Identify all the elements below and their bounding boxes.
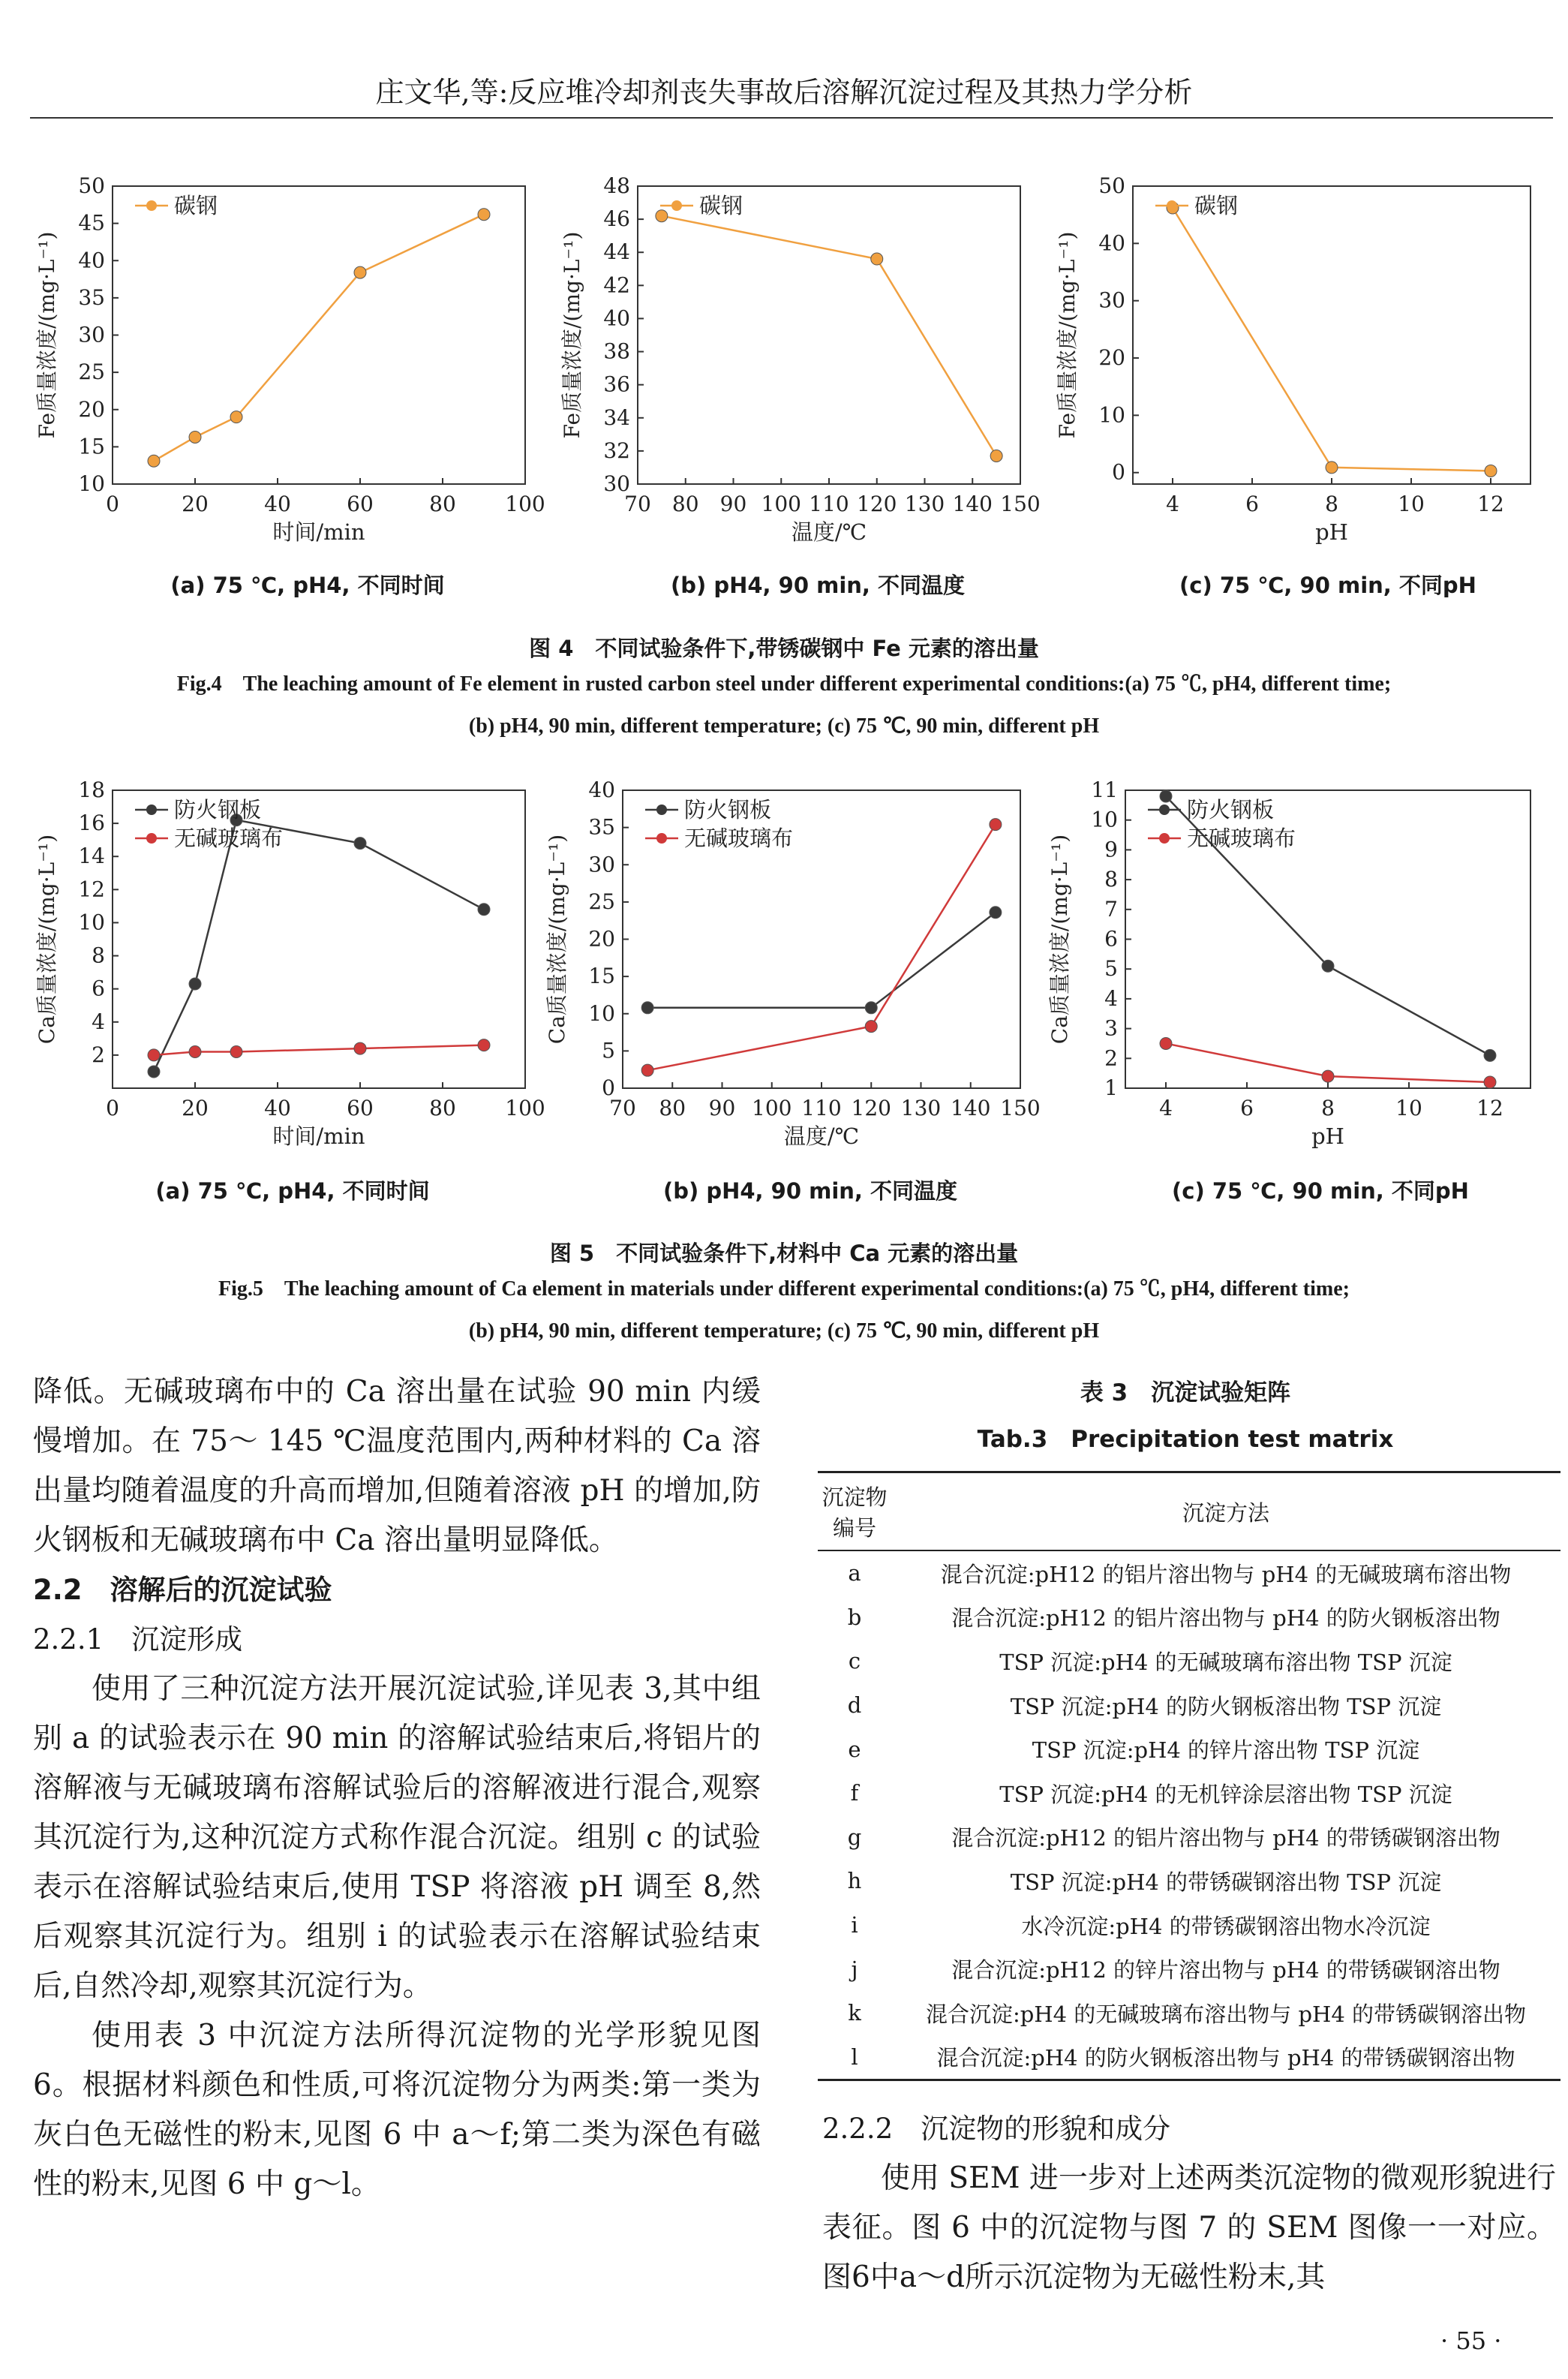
table-cell-method: 混合沉淀:pH12 的铝片溶出物与 pH4 的无碱玻璃布溶出物	[940, 1561, 1512, 1587]
legend-label: 碳钢	[174, 193, 218, 218]
data-point	[1485, 465, 1497, 477]
y-tick-label: 25	[78, 359, 105, 385]
y-tick-label: 9	[1104, 837, 1118, 862]
table-header-row	[818, 1472, 1560, 1551]
data-point	[990, 819, 1002, 831]
fig5-chart-b	[540, 769, 1041, 1174]
table-row	[818, 1903, 1560, 1947]
y-axis-label: Ca质量浓度/(mg·L⁻¹)	[1047, 834, 1072, 1045]
data-point	[641, 1002, 653, 1014]
table3-title-zh: 表 3 沉淀试验矩阵	[1080, 1379, 1291, 1406]
table-row	[818, 1683, 1560, 1728]
y-tick-label: 44	[603, 239, 630, 265]
legend-label: 防火钢板	[684, 797, 772, 823]
y-tick-label: 40	[588, 777, 615, 802]
y-tick-label: 42	[603, 272, 630, 298]
legend-label: 防火钢板	[1187, 797, 1275, 823]
x-axis-label: 温度/℃	[783, 1123, 860, 1149]
x-tick-label: 140	[951, 1096, 991, 1120]
x-tick-label: 6	[1245, 492, 1259, 516]
x-tick-label: 10	[1395, 1096, 1422, 1120]
data-point	[189, 978, 201, 990]
x-tick-label: 80	[429, 492, 456, 516]
data-point	[1322, 1070, 1334, 1082]
table-row	[818, 1859, 1560, 1903]
fig5-subcaption-c: (c) 75 ℃, 90 min, 不同pH	[1172, 1178, 1469, 1204]
y-tick-label: 40	[603, 305, 630, 331]
x-tick-label: 4	[1166, 492, 1179, 516]
legend-label: 防火钢板	[174, 797, 262, 823]
y-tick-label: 15	[588, 964, 615, 989]
fig4-subcaption-a: (a) 75 ℃, pH4, 不同时间	[170, 573, 445, 598]
y-tick-label: 16	[78, 811, 105, 836]
fig4-caption-en-line2: (b) pH4, 90 min, different temperature; (c) 75 ℃, 90 min, different pH	[468, 714, 1100, 738]
table-row	[818, 1947, 1560, 1991]
table-cell-id: a	[848, 1560, 861, 1587]
table-row	[818, 1639, 1560, 1683]
y-tick-label: 46	[603, 206, 630, 232]
table-cell-method: TSP 沉淀:pH4 的无碱玻璃布溶出物 TSP 沉淀	[999, 1649, 1452, 1675]
x-tick-label: 150	[1000, 492, 1041, 516]
series-line-1	[647, 825, 996, 1071]
x-tick-label: 20	[182, 1096, 209, 1120]
x-tick-label: 90	[719, 492, 747, 516]
data-point	[478, 209, 490, 221]
legend-marker	[146, 833, 157, 844]
table-cell-id: c	[848, 1648, 861, 1674]
y-tick-label: 10	[1091, 807, 1118, 832]
x-tick-label: 60	[347, 492, 374, 516]
y-axis-label: Ca质量浓度/(mg·L⁻¹)	[545, 834, 569, 1045]
paragraph: 降低。无碱玻璃布中的 Ca 溶出量在试验 90 min 内缓慢增加。在 75～ 145 ℃温度范围内,两种材料的 Ca 溶出量均随着温度的升高而增加,但随着溶液 pH 的增加,防火钢板和无碱玻璃布中 Ca 溶出量明显降低。	[33, 1375, 761, 1557]
y-tick-label: 5	[602, 1038, 615, 1063]
paragraph: 使用 SEM 进一步对上述两类沉淀物的微观形貌进行表征。图 6 中的沉淀物与图 7 的 SEM 图像一一对应。图6中a～d所示沉淀物为无磁性粉末,其	[822, 2161, 1556, 2294]
y-tick-label: 4	[1104, 985, 1118, 1011]
y-tick-label: 3	[1104, 1015, 1118, 1041]
legend-marker	[671, 200, 682, 211]
table3-title-en: Tab.3 Precipitation test matrix	[977, 1426, 1394, 1453]
data-point	[1322, 960, 1334, 972]
y-tick-label: 10	[78, 910, 105, 935]
col-header-method: 沉淀方法	[891, 1472, 1560, 1551]
x-tick-label: 12	[1476, 1096, 1503, 1120]
subsection-heading: 2.2.2 沉淀物的形貌和成分	[822, 2113, 1171, 2145]
x-tick-label: 8	[1321, 1096, 1335, 1120]
series-line-1	[154, 1045, 484, 1055]
legend-label: 无碱玻璃布	[684, 826, 794, 851]
data-point	[230, 411, 242, 423]
x-tick-label: 130	[900, 1096, 942, 1120]
x-tick-label: 100	[752, 1096, 792, 1120]
table-cell-method: 混合沉淀:pH12 的铝片溶出物与 pH4 的带锈碳钢溶出物	[951, 1825, 1500, 1851]
paragraph: 使用表 3 中沉淀方法所得沉淀物的光学形貌见图 6。根据材料颜色和性质,可将沉淀物分为两类:第一类为灰白色无磁性的粉末,见图 6 中 a～f;第二类为深色有磁性的粉末,见图 6 中 g～l。	[33, 2019, 761, 2201]
y-tick-label: 6	[1104, 926, 1118, 952]
x-tick-label: 40	[264, 1096, 291, 1120]
y-tick-label: 20	[1098, 345, 1125, 371]
y-tick-label: 45	[78, 210, 105, 236]
data-point	[990, 450, 1002, 462]
fig5-subcaption-b: (b) pH4, 90 min, 不同温度	[662, 1178, 958, 1204]
header-rule	[30, 117, 1553, 119]
x-tick-label: 140	[952, 492, 993, 516]
fig5-caption-zh: 图 5 不同试验条件下,材料中 Ca 元素的溶出量	[549, 1241, 1019, 1266]
x-axis-label: 时间/min	[272, 1123, 365, 1149]
y-tick-label: 1	[1104, 1075, 1118, 1100]
x-tick-label: 80	[659, 1096, 686, 1120]
plot-frame	[113, 186, 525, 484]
table-row	[818, 1596, 1560, 1640]
legend-marker	[656, 833, 667, 844]
table-cell-id: j	[851, 1956, 858, 1982]
data-point	[865, 1021, 877, 1033]
legend-label: 碳钢	[1194, 193, 1239, 218]
y-tick-label: 0	[1112, 459, 1125, 485]
legend-marker	[1159, 805, 1170, 815]
paragraph: 使用了三种沉淀方法开展沉淀试验,详见表 3,其中组别 a 的试验表示在 90 min 的溶解试验结束后,将铝片的溶解液与无碱玻璃布溶解试验后的溶解液进行混合,观察其沉淀行为,这种沉淀方式称作混合沉淀。组别 c 的试验表示在溶解试验结束后,使用 TSP 将溶液 pH 调至 8,然后观察其沉淀行为。组别 i 的试验表示在溶解试验结束后,自然冷却,观察其沉淀行为。	[33, 1672, 761, 2003]
x-tick-label: 12	[1477, 492, 1504, 516]
x-tick-label: 60	[347, 1096, 374, 1120]
legend-marker	[1167, 200, 1177, 211]
y-tick-label: 35	[588, 814, 615, 840]
table-cell-id: h	[847, 1868, 862, 1894]
y-tick-label: 30	[1098, 287, 1125, 313]
legend-marker	[146, 200, 157, 211]
table-cell-method: TSP 沉淀:pH4 的防火钢板溶出物 TSP 沉淀	[1010, 1693, 1442, 1719]
data-point	[354, 838, 366, 850]
series-line-0	[154, 215, 484, 462]
subsection-heading: 2.2.1 沉淀形成	[33, 1623, 243, 1656]
data-point	[1484, 1076, 1496, 1088]
table-row	[818, 1991, 1560, 2035]
page-number: · 55 ·	[1440, 2326, 1502, 2355]
data-point	[871, 253, 883, 265]
x-tick-label: 110	[801, 1096, 842, 1120]
running-header: 庄文华,等:反应堆冷却剂丧失事故后溶解沉淀过程及其热力学分析	[375, 76, 1193, 109]
y-tick-label: 8	[1104, 867, 1118, 892]
data-point	[656, 210, 668, 222]
y-tick-label: 36	[603, 371, 630, 397]
x-tick-label: 120	[857, 492, 897, 516]
x-tick-label: 80	[429, 1096, 456, 1120]
y-tick-label: 14	[78, 844, 105, 869]
table-cell-method: TSP 沉淀:pH4 的无机锌涂层溶出物 TSP 沉淀	[999, 1781, 1452, 1807]
table-cell-id: b	[847, 1604, 862, 1630]
table-cell-id: g	[847, 1824, 862, 1850]
legend-marker	[656, 805, 667, 815]
fig5-chart-a	[30, 769, 545, 1174]
legend-label: 碳钢	[699, 193, 743, 218]
fig5-chart-c	[1043, 769, 1545, 1174]
y-tick-label: 7	[1104, 896, 1118, 922]
y-tick-label: 10	[78, 471, 105, 496]
table-cell-id: i	[851, 1912, 858, 1938]
table-cell-method: 混合沉淀:pH12 的铝片溶出物与 pH4 的防火钢板溶出物	[951, 1605, 1500, 1632]
y-tick-label: 5	[1104, 956, 1118, 982]
plot-frame	[1133, 186, 1530, 484]
y-tick-label: 10	[588, 1000, 615, 1026]
y-tick-label: 8	[92, 943, 105, 968]
table-cell-id: d	[847, 1692, 862, 1719]
data-point	[478, 1039, 490, 1051]
y-axis-label: Fe质量浓度/(mg·L⁻¹)	[35, 231, 59, 439]
data-point	[865, 1002, 877, 1014]
x-tick-label: 100	[505, 492, 545, 516]
legend-marker	[146, 805, 157, 815]
plot-frame	[638, 186, 1020, 484]
legend-label: 无碱玻璃布	[1187, 826, 1296, 851]
y-tick-label: 0	[602, 1075, 615, 1100]
table-cell-id: k	[848, 2000, 861, 2026]
x-tick-label: 100	[761, 492, 801, 516]
data-point	[990, 907, 1002, 919]
data-point	[641, 1064, 653, 1076]
x-axis-label: 温度/℃	[791, 519, 867, 545]
data-point	[189, 431, 201, 443]
x-tick-label: 70	[624, 492, 651, 516]
x-tick-label: 110	[809, 492, 849, 516]
table-cell-method: TSP 沉淀:pH4 的带锈碳钢溶出物 TSP 沉淀	[1010, 1869, 1442, 1895]
table-cell-method: TSP 沉淀:pH4 的锌片溶出物 TSP 沉淀	[1032, 1737, 1420, 1764]
table-cell-method: 混合沉淀:pH12 的锌片溶出物与 pH4 的带锈碳钢溶出物	[951, 1957, 1500, 1984]
x-tick-label: 70	[609, 1096, 636, 1120]
y-tick-label: 50	[1098, 173, 1125, 198]
section-heading: 2.2 溶解后的沉淀试验	[33, 1574, 332, 1606]
y-tick-label: 30	[603, 471, 630, 496]
y-tick-label: 48	[603, 173, 630, 198]
data-point	[1160, 790, 1172, 802]
x-tick-label: 20	[182, 492, 209, 516]
table-cell-id: f	[850, 1780, 859, 1806]
fig4-chart-c	[1050, 165, 1545, 570]
fig4-subcaption-b: (b) pH4, 90 min, 不同温度	[670, 573, 966, 598]
data-point	[230, 1045, 242, 1057]
table3	[818, 1471, 1560, 2081]
x-tick-label: 0	[106, 1096, 119, 1120]
data-point	[148, 455, 160, 467]
table-row	[818, 1771, 1560, 1815]
y-tick-label: 2	[1104, 1045, 1118, 1071]
y-tick-label: 40	[78, 248, 105, 273]
right-column	[822, 2104, 1556, 2302]
y-tick-label: 50	[78, 173, 105, 198]
y-tick-label: 2	[92, 1042, 105, 1067]
data-point	[148, 1049, 160, 1061]
table-cell-id: e	[848, 1736, 861, 1762]
x-tick-label: 130	[904, 492, 945, 516]
series-line-0	[1173, 208, 1491, 471]
y-tick-label: 38	[603, 338, 630, 364]
x-tick-label: 40	[264, 492, 291, 516]
series-line-0	[647, 913, 996, 1008]
x-tick-label: 6	[1240, 1096, 1254, 1120]
series-line-0	[154, 820, 484, 1072]
fig5-subcaption-a: (a) 75 ℃, pH4, 不同时间	[155, 1178, 430, 1204]
legend-label: 无碱玻璃布	[174, 826, 284, 851]
y-axis-label: Fe质量浓度/(mg·L⁻¹)	[1055, 231, 1080, 439]
data-point	[1160, 1037, 1172, 1049]
x-tick-label: 8	[1325, 492, 1338, 516]
legend-marker	[1159, 833, 1170, 844]
table-cell-method: 混合沉淀:pH4 的无碱玻璃布溶出物与 pH4 的带锈碳钢溶出物	[925, 2001, 1527, 2027]
fig5-caption-en-line2: (b) pH4, 90 min, different temperature; (c) 75 ℃, 90 min, different pH	[468, 1319, 1100, 1343]
fig4-chart-b	[555, 165, 1041, 570]
x-tick-label: 0	[106, 492, 119, 516]
y-axis-label: Fe质量浓度/(mg·L⁻¹)	[560, 231, 584, 439]
x-tick-label: 10	[1398, 492, 1425, 516]
table-cell-method: 混合沉淀:pH4 的防火钢板溶出物与 pH4 的带锈碳钢溶出物	[891, 2035, 1560, 2080]
y-tick-label: 30	[78, 322, 105, 347]
x-tick-label: 80	[671, 492, 699, 516]
x-axis-label: pH	[1315, 519, 1348, 545]
fig4-chart-a	[30, 165, 545, 570]
x-axis-label: 时间/min	[272, 519, 365, 545]
y-tick-label: 12	[78, 877, 105, 902]
table-row	[818, 1550, 1560, 1596]
x-tick-label: 4	[1159, 1096, 1173, 1120]
x-tick-label: 90	[708, 1096, 736, 1120]
fig4-caption-zh: 图 4 不同试验条件下,带锈碳钢中 Fe 元素的溶出量	[529, 636, 1039, 661]
data-point	[1326, 462, 1338, 474]
data-point	[148, 1066, 160, 1078]
series-line-0	[662, 216, 996, 456]
x-tick-label: 120	[851, 1096, 891, 1120]
y-tick-label: 10	[1098, 402, 1125, 428]
fig5-caption-en-line1: Fig.5 The leaching amount of Ca element in materials under different experimental conditions:(a) 75 ℃, pH4, different time;	[218, 1277, 1350, 1301]
y-tick-label: 11	[1091, 777, 1118, 802]
y-tick-label: 25	[588, 889, 615, 914]
table-row	[818, 1727, 1560, 1771]
left-column	[33, 1367, 761, 2209]
table-row	[818, 1815, 1560, 1860]
table-cell-method: 水冷沉淀:pH4 的带锈碳钢溶出物水冷沉淀	[1021, 1913, 1431, 1939]
fig4-caption-en-line1: Fig.4 The leaching amount of Fe element in rusted carbon steel under different experimental conditions:(a) 75 ℃, pH4, different time;	[176, 672, 1392, 696]
x-axis-label: pH	[1311, 1123, 1344, 1149]
data-point	[354, 266, 366, 278]
x-tick-label: 100	[505, 1096, 545, 1120]
y-tick-label: 32	[603, 438, 630, 463]
y-tick-label: 6	[92, 976, 105, 1001]
data-point	[189, 1045, 201, 1057]
x-tick-label: 150	[1000, 1096, 1041, 1120]
table-row	[818, 2035, 1560, 2080]
data-point	[354, 1042, 366, 1054]
y-tick-label: 20	[588, 926, 615, 952]
data-point	[478, 904, 490, 916]
fig4-subcaption-c: (c) 75 ℃, 90 min, 不同pH	[1179, 573, 1476, 598]
y-axis-label: Ca质量浓度/(mg·L⁻¹)	[35, 834, 59, 1045]
y-tick-label: 34	[603, 405, 630, 430]
data-point	[1484, 1049, 1496, 1061]
y-tick-label: 40	[1098, 230, 1125, 256]
col-header-id: 沉淀物 编号	[818, 1472, 891, 1551]
y-tick-label: 15	[78, 434, 105, 459]
y-tick-label: 18	[78, 777, 105, 802]
y-tick-label: 4	[92, 1009, 105, 1034]
y-tick-label: 20	[78, 396, 105, 422]
y-tick-label: 35	[78, 284, 105, 310]
y-tick-label: 30	[588, 852, 615, 877]
table-cell-id: l	[818, 2035, 891, 2080]
